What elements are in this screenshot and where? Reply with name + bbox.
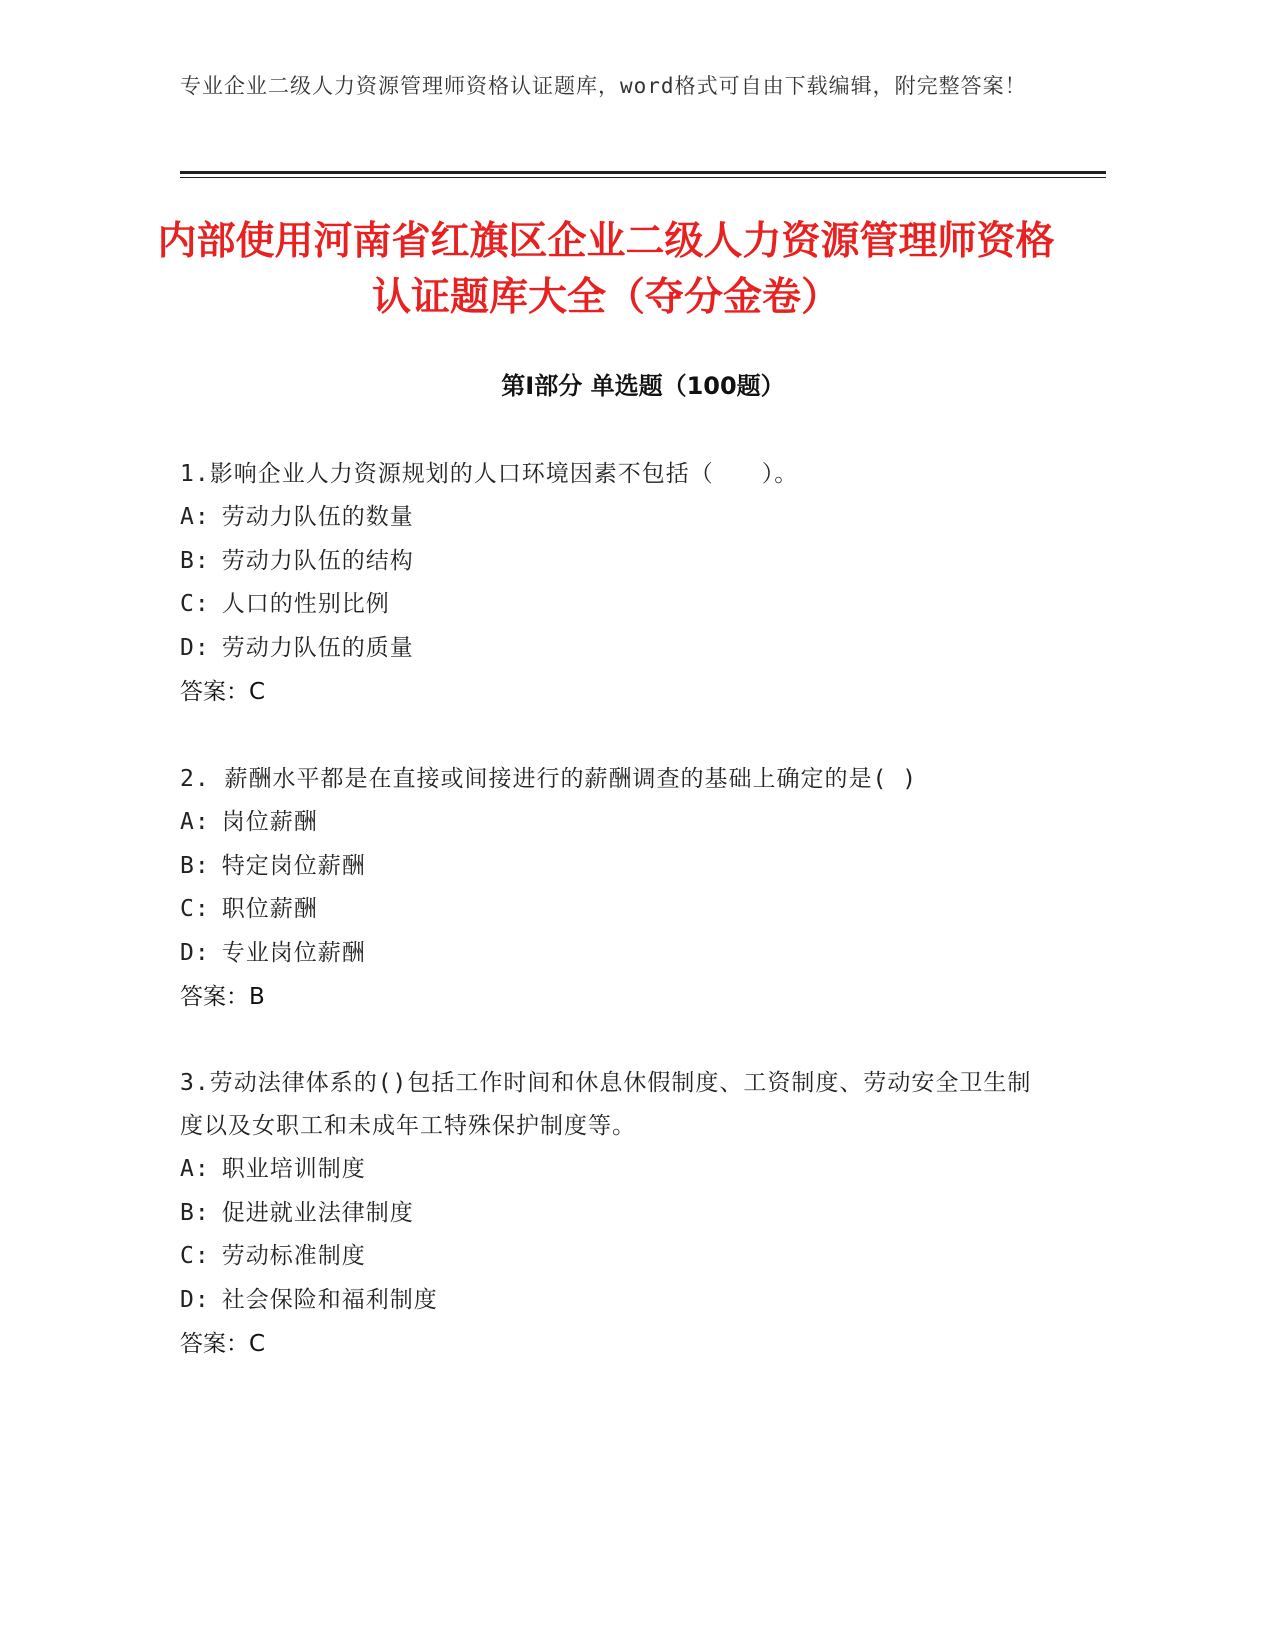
- question-text: 2. 薪酬水平都是在直接或间接进行的薪酬调查的基础上确定的是( ): [180, 766, 918, 792]
- question-2: [180, 758, 1040, 1019]
- answer: 答案：C: [180, 679, 266, 705]
- answer: 答案：C: [180, 1331, 266, 1357]
- option-label: D:: [180, 634, 210, 661]
- option-text: 岗位薪酬: [221, 809, 318, 835]
- option-b: [180, 1192, 1040, 1236]
- option-label: D:: [180, 1286, 210, 1313]
- option-text: 社会保险和福利制度: [221, 1286, 438, 1313]
- option-a: [180, 801, 1040, 845]
- section-heading: 第Ⅰ部分 单选题（100题）: [501, 372, 785, 400]
- option-text: 劳动力队伍的质量: [221, 634, 414, 661]
- question-text: 1.影响企业人力资源规划的人口环境因素不包括（ ）。: [180, 461, 799, 487]
- option-label: C:: [180, 1243, 210, 1269]
- option-text: 劳动力队伍的结构: [221, 547, 414, 574]
- option-text: 人口的性别比例: [221, 591, 390, 617]
- option-label: A:: [180, 1156, 210, 1182]
- header-rule-thick: [180, 171, 1106, 174]
- option-label: C:: [180, 591, 210, 617]
- option-b: [180, 845, 1040, 889]
- document-title: 内部使用河南省红旗区企业二级人力资源管理师资格认证题库大全（夺分金卷）: [157, 219, 1055, 320]
- option-label: B:: [180, 852, 210, 879]
- option-text: 职位薪酬: [221, 896, 318, 922]
- option-b: [180, 540, 1040, 584]
- option-label: B:: [180, 547, 210, 574]
- question-3: [180, 1062, 1040, 1366]
- option-d: [180, 932, 1040, 976]
- option-label: C:: [180, 896, 210, 922]
- option-c: [180, 1235, 1040, 1279]
- header-rule-thin: [180, 177, 1106, 178]
- option-text: 专业岗位薪酬: [221, 939, 366, 966]
- answer: 答案：B: [180, 984, 265, 1010]
- option-d: [180, 1279, 1040, 1323]
- option-d: [180, 627, 1040, 671]
- option-text: 职业培训制度: [221, 1156, 366, 1182]
- option-text: 促进就业法律制度: [221, 1199, 414, 1226]
- option-label: A:: [180, 809, 210, 835]
- question-text: 3.劳动法律体系的()包括工作时间和休息休假制度、工资制度、劳动安全卫生制度以及女职工和未成年工特殊保护制度等。: [180, 1070, 1032, 1139]
- option-text: 劳动力队伍的数量: [221, 504, 414, 530]
- option-label: A:: [180, 504, 210, 530]
- option-text: 特定岗位薪酬: [221, 852, 366, 879]
- option-a: [180, 496, 1040, 540]
- question-1: [180, 453, 1040, 714]
- option-a: [180, 1148, 1040, 1192]
- option-text: 劳动标准制度: [221, 1243, 366, 1269]
- option-c: [180, 888, 1040, 932]
- option-label: D:: [180, 939, 210, 966]
- header-note: 专业企业二级人力资源管理师资格认证题库，word格式可自由下载编辑，附完整答案！: [180, 74, 1027, 98]
- option-label: B:: [180, 1199, 210, 1226]
- option-c: [180, 583, 1040, 627]
